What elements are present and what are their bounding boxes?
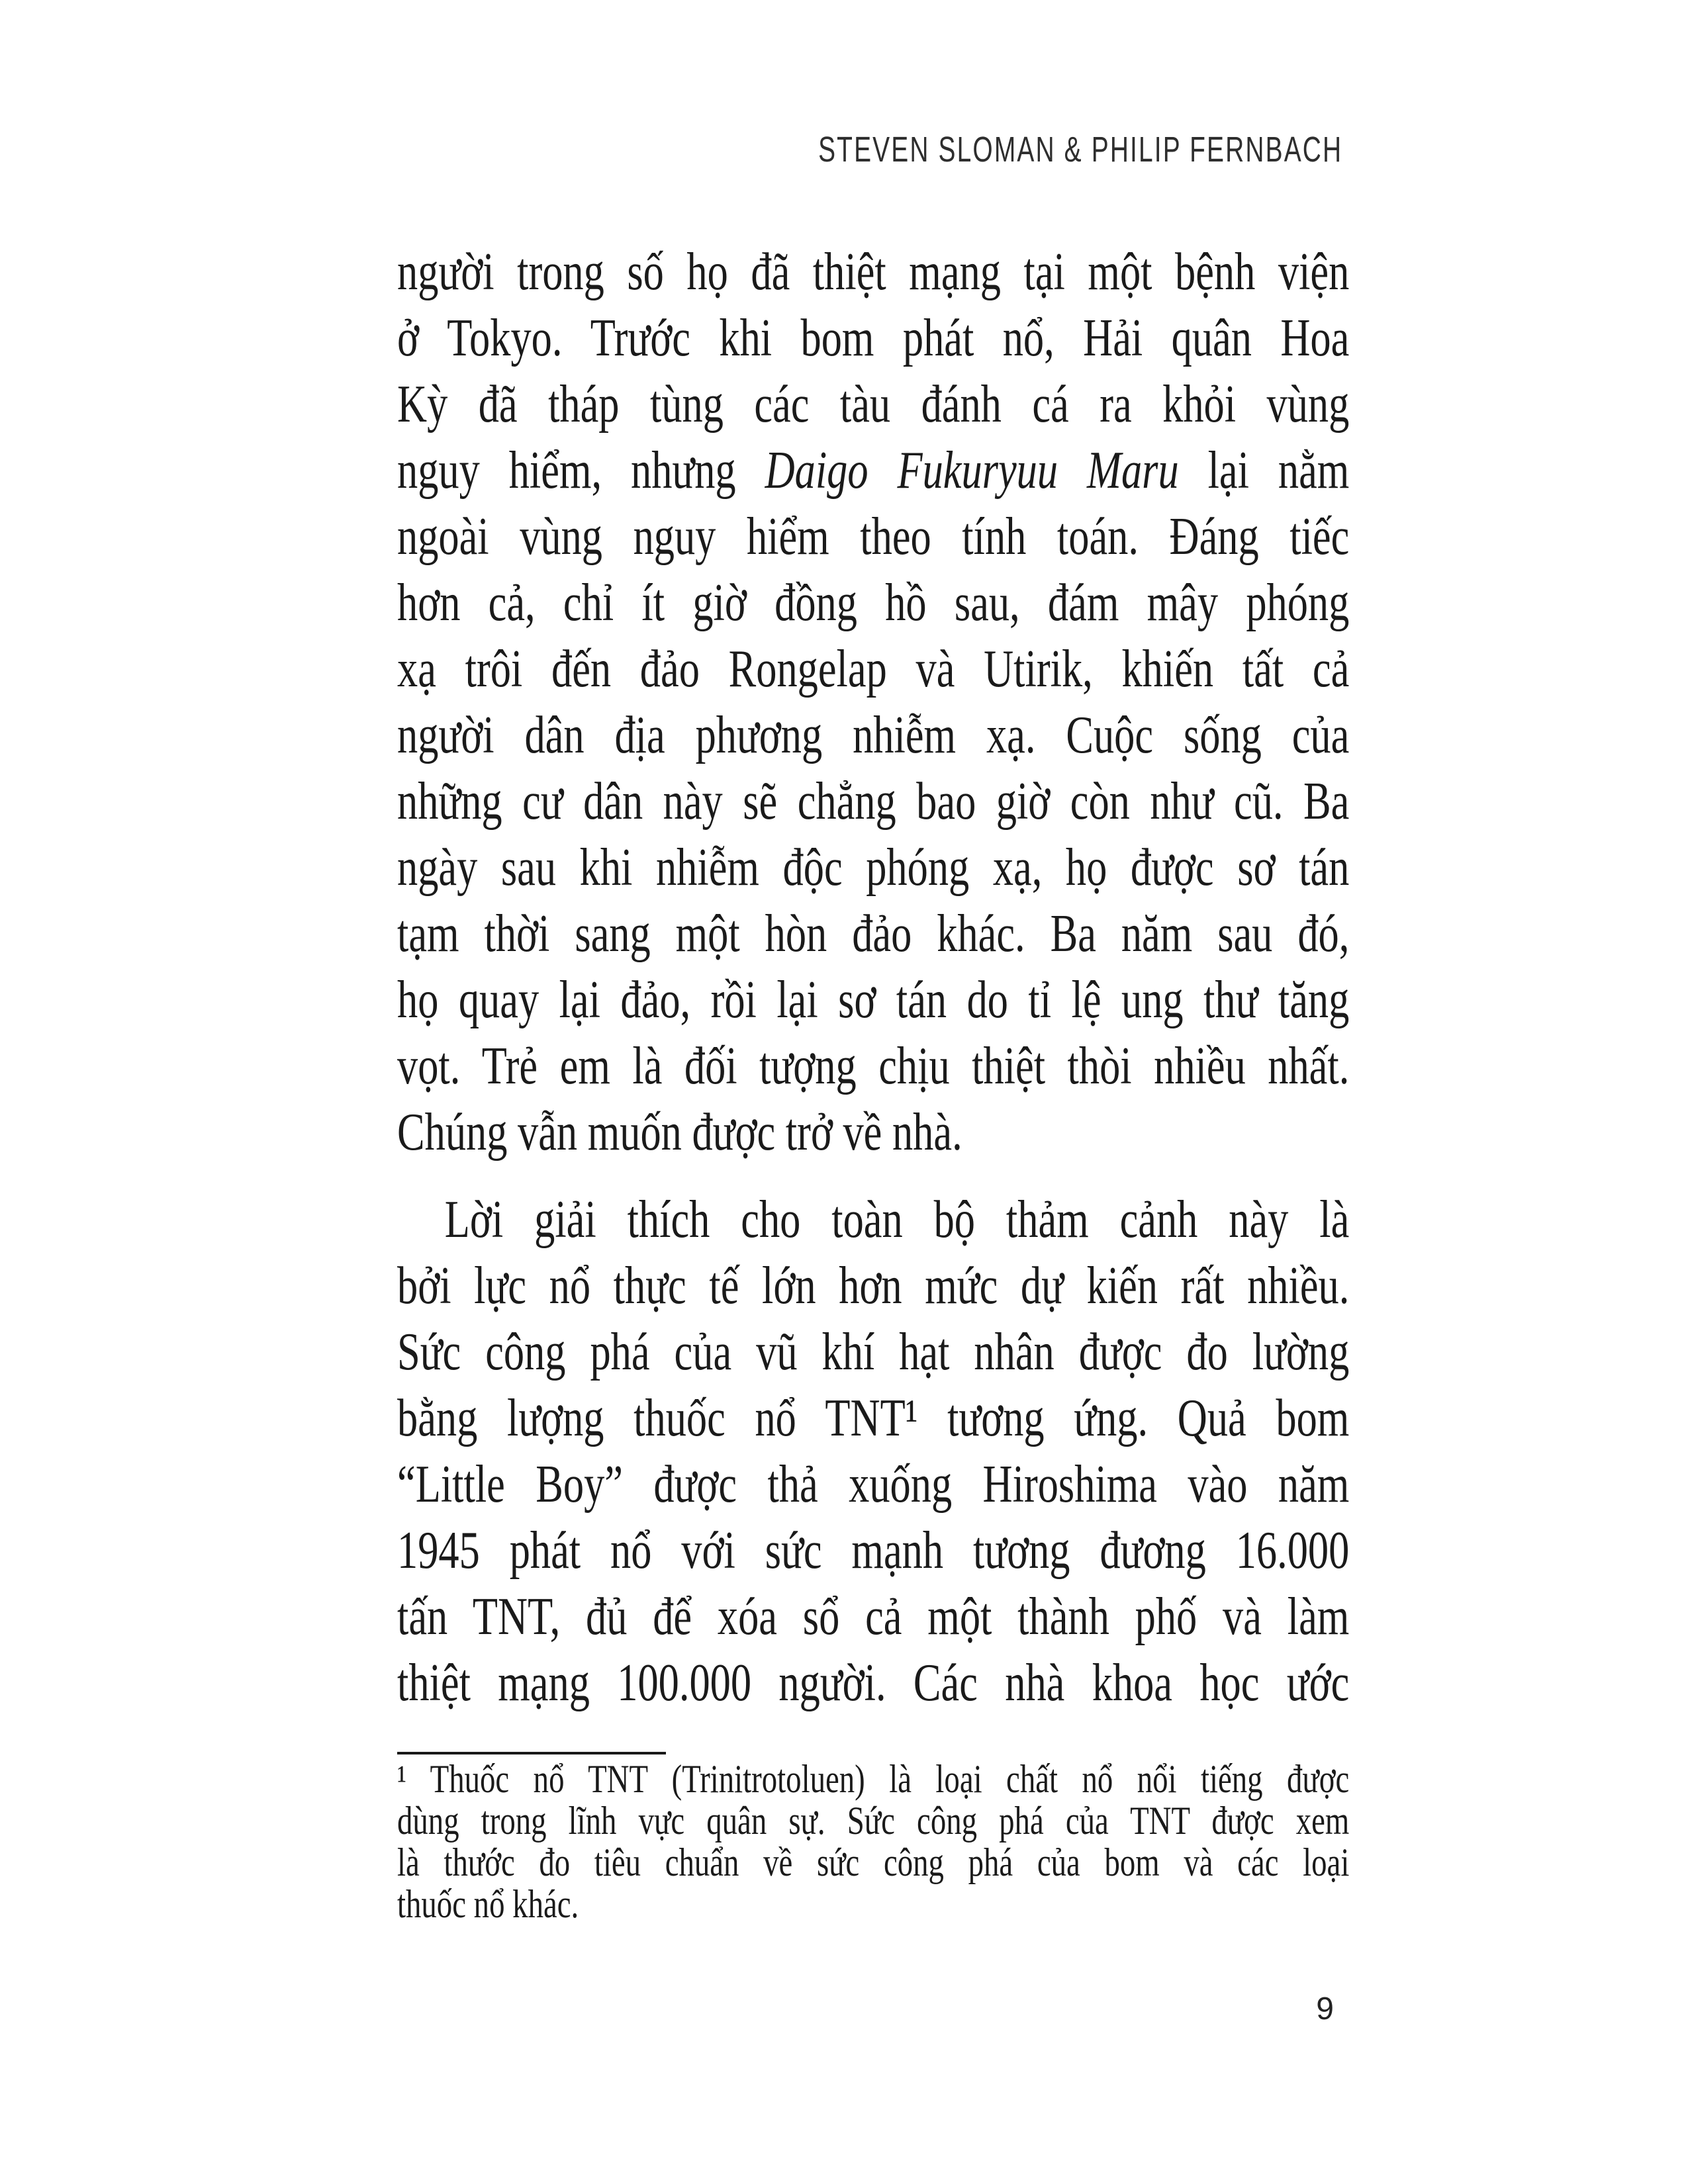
- text-segment: Lời giải thích cho toàn bộ thảm cảnh này là: [444, 1191, 1350, 1249]
- text-segment: là thước đo tiêu chuẩn về sức công phá của bom và các loại: [397, 1841, 1350, 1884]
- text-line: [397, 1584, 1349, 1650]
- text-line: [397, 371, 1349, 437]
- text-line: [397, 570, 1349, 636]
- text-segment: người trong số họ đã thiệt mạng tại một bệnh viện: [397, 243, 1350, 301]
- paragraph: [397, 1187, 1349, 1716]
- text-segment: những cư dân này sẽ chẳng bao giờ còn như cũ. Ba: [397, 772, 1350, 831]
- text-segment: thiệt mạng 100.000 người. Các nhà khoa học ước: [397, 1654, 1350, 1712]
- text-line: [397, 768, 1349, 835]
- text-segment: tấn TNT, đủ để xóa sổ cả một thành phố và làm: [397, 1588, 1350, 1646]
- footnote-block: [397, 1758, 1349, 1925]
- text-line: [397, 835, 1349, 901]
- text-segment: ngoài vùng nguy hiểm theo tính toán. Đáng tiếc: [397, 508, 1350, 566]
- text-line: [397, 504, 1349, 570]
- text-segment: dùng trong lĩnh vực quân sự. Sức công phá của TNT được xem: [397, 1799, 1350, 1843]
- text-line: [397, 1800, 1349, 1842]
- paragraph: [397, 239, 1349, 1165]
- text-segment: tạm thời sang một hòn đảo khác. Ba năm sau đó,: [397, 905, 1350, 963]
- text-segment: bằng lượng thuốc nổ TNT¹ tương ứng. Quả bom: [397, 1389, 1350, 1447]
- text-line: [397, 1650, 1349, 1716]
- text-line: [397, 1758, 1349, 1800]
- text-line: [397, 305, 1349, 371]
- text-line: [397, 1033, 1349, 1099]
- text-segment: họ quay lại đảo, rồi lại sơ tán do tỉ lệ ung thư tăng: [397, 971, 1350, 1029]
- text-segment: ¹ Thuốc nổ TNT (Trinitrotoluen) là loại chất nổ nổi tiếng được: [397, 1757, 1350, 1801]
- text-segment: 1945 phát nổ với sức mạnh tương đương 16.000: [397, 1522, 1350, 1580]
- text-line: [397, 702, 1349, 768]
- text-line: [397, 1451, 1349, 1518]
- text-segment: Sức công phá của vũ khí hạt nhân được đo lường: [397, 1323, 1350, 1381]
- text-segment: “Little Boy” được thả xuống Hiroshima vào năm: [397, 1455, 1350, 1514]
- text-segment: Kỳ đã tháp tùng các tàu đánh cá ra khỏi vùng: [397, 375, 1350, 433]
- text-line: [397, 1099, 1349, 1165]
- text-segment: người dân địa phương nhiễm xạ. Cuộc sống của: [397, 706, 1350, 764]
- text-line: [397, 437, 1349, 504]
- footnote-separator-rule: [397, 1752, 666, 1754]
- text-segment: nguy hiểm, nhưng: [397, 441, 765, 500]
- text-line: [397, 1518, 1349, 1584]
- text-segment: bởi lực nổ thực tế lớn hơn mức dự kiến rất nhiều.: [397, 1257, 1350, 1315]
- text-segment: xạ trôi đến đảo Rongelap và Utirik, khiến tất cả: [397, 640, 1350, 698]
- italic-ship-name: Daigo Fukuryuu Maru: [765, 441, 1179, 500]
- text-segment: ngày sau khi nhiễm độc phóng xạ, họ được sơ tán: [397, 839, 1350, 897]
- body-text-block: [397, 239, 1349, 1716]
- text-line: [397, 1842, 1349, 1884]
- page-number: 9: [1316, 1991, 1334, 2026]
- text-segment: lại nằm: [1178, 441, 1350, 500]
- text-segment: hơn cả, chỉ ít giờ đồng hồ sau, đám mây phóng: [397, 574, 1350, 632]
- text-line: [397, 636, 1349, 702]
- text-line: [397, 239, 1349, 305]
- running-header: STEVEN SLOMAN & PHILIP FERNBACH: [818, 130, 1342, 169]
- text-line: [397, 1385, 1349, 1451]
- text-line: [397, 1884, 1349, 1925]
- text-line: [397, 1319, 1349, 1385]
- text-line: [397, 967, 1349, 1033]
- text-line: [397, 1253, 1349, 1319]
- text-line: [397, 1187, 1349, 1253]
- text-segment: Chúng vẫn muốn được trở về nhà.: [397, 1103, 962, 1161]
- text-segment: vọt. Trẻ em là đối tượng chịu thiệt thòi nhiều nhất.: [397, 1037, 1350, 1095]
- text-segment: thuốc nổ khác.: [397, 1882, 579, 1926]
- text-segment: ở Tokyo. Trước khi bom phát nổ, Hải quân Hoa: [397, 309, 1350, 367]
- text-line: [397, 901, 1349, 967]
